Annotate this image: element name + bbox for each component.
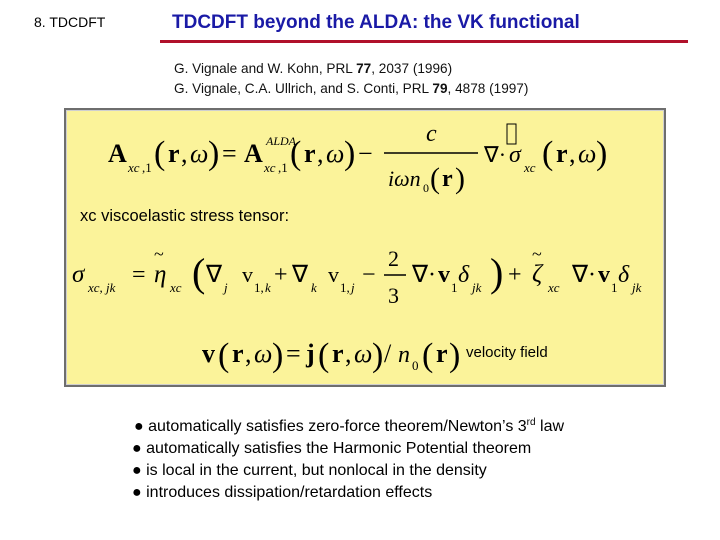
equation-box — [64, 108, 666, 387]
svg-text:∇·: ∇· — [572, 262, 597, 288]
svg-text:∇: ∇ — [292, 262, 309, 288]
equation-stress-tensor — [72, 244, 642, 308]
svg-text:=: = — [286, 339, 301, 368]
svg-text:+: + — [508, 262, 522, 288]
svg-text:ω: ω — [190, 139, 209, 168]
svg-text:xc: xc — [170, 280, 182, 295]
list-item: ● automatically satisfies zero-force theorem/Newton’s 3rd law — [134, 417, 565, 435]
svg-text:r: r — [304, 139, 316, 168]
svg-text:0: 0 — [412, 358, 419, 373]
svg-text:A: A — [108, 139, 127, 168]
list-item: ● is local in the current, but nonlocal in the density — [132, 462, 487, 479]
svg-text:r: r — [436, 339, 448, 368]
svg-text:v: v — [202, 339, 215, 368]
svg-text:δ: δ — [618, 262, 630, 288]
svg-text:(: ( — [218, 337, 230, 374]
svg-text:xc: xc — [264, 160, 276, 175]
svg-text:): ) — [449, 337, 461, 374]
equation-vector-potential — [108, 121, 607, 195]
svg-text:δ: δ — [458, 262, 470, 288]
svg-text:k: k — [265, 280, 271, 295]
svg-text:v: v — [242, 262, 253, 287]
svg-text:+: + — [274, 262, 288, 288]
svg-text:v: v — [438, 262, 450, 288]
svg-text:η: η — [154, 261, 167, 288]
stress-tensor-label: xc viscoelastic stress tensor: — [80, 207, 290, 225]
svg-text:/: / — [384, 339, 392, 368]
svg-text:v: v — [598, 262, 610, 288]
svg-text:iωn: iωn — [388, 166, 421, 191]
svg-text:ω: ω — [354, 339, 373, 368]
svg-text:,: , — [317, 139, 324, 168]
svg-text:j: j — [224, 280, 228, 295]
title-rule — [160, 40, 688, 43]
equations — [66, 110, 664, 385]
svg-text:xc: xc — [548, 280, 560, 295]
svg-text:σ: σ — [72, 261, 85, 288]
svg-text:~: ~ — [532, 244, 542, 264]
svg-text:xc, jk: xc, jk — [88, 280, 116, 295]
svg-text:(: ( — [154, 135, 166, 172]
svg-text:): ) — [596, 135, 608, 172]
reference-1: G. Vignale and W. Kohn, PRL 77, 2037 (1996) — [174, 61, 453, 76]
svg-text:): ) — [208, 135, 220, 172]
svg-text:∇: ∇ — [206, 262, 223, 288]
references — [174, 59, 528, 99]
svg-text:): ) — [455, 162, 465, 195]
svg-text:r: r — [232, 339, 244, 368]
svg-text:3: 3 — [388, 283, 399, 308]
svg-text:(: ( — [192, 250, 206, 295]
svg-text:∇·: ∇· — [412, 262, 437, 288]
svg-text:(: ( — [430, 162, 440, 195]
svg-text:,: , — [569, 139, 576, 168]
svg-text:(: ( — [422, 337, 434, 374]
svg-text:ω: ω — [254, 339, 273, 368]
svg-text:): ) — [272, 337, 284, 374]
svg-text:0: 0 — [423, 181, 429, 195]
svg-text:,1: ,1 — [278, 160, 288, 175]
svg-text:1: 1 — [611, 280, 618, 295]
svg-text:n: n — [398, 342, 410, 368]
svg-text:ω: ω — [326, 139, 345, 168]
reference-2: G. Vignale, C.A. Ullrich, and S. Conti, PRL 79, 4878 (1997) — [174, 81, 529, 96]
svg-text:ω: ω — [578, 139, 597, 168]
svg-text:1,: 1, — [254, 280, 264, 295]
svg-text:r: r — [332, 339, 344, 368]
svg-text:,: , — [345, 339, 352, 368]
slide-title: TDCDFT beyond the ALDA: the VK functional — [172, 12, 580, 33]
svg-text:ALDA: ALDA — [266, 134, 296, 148]
svg-text:r: r — [168, 139, 180, 168]
svg-text:xc: xc — [524, 160, 536, 175]
svg-text:−: − — [358, 139, 373, 168]
list-item: ● introduces dissipation/retardation effects — [132, 484, 433, 501]
svg-text:c: c — [426, 121, 437, 147]
svg-text:): ) — [490, 250, 504, 295]
svg-text:−: − — [362, 262, 376, 288]
svg-text:(: ( — [318, 337, 330, 374]
svg-text:xc: xc — [128, 160, 140, 175]
svg-text:σ: σ — [509, 142, 521, 168]
svg-text:r: r — [556, 139, 568, 168]
svg-text:1: 1 — [451, 280, 458, 295]
svg-text:j: j — [351, 280, 355, 295]
svg-text:k: k — [311, 280, 317, 295]
svg-text:=: = — [132, 262, 146, 288]
svg-text:): ) — [372, 337, 384, 374]
svg-text:v: v — [328, 262, 339, 287]
svg-text:ζ: ζ — [532, 261, 543, 288]
svg-text:(: ( — [542, 135, 554, 172]
svg-text:(: ( — [290, 135, 302, 172]
svg-text:,1: ,1 — [142, 160, 152, 175]
svg-text:A: A — [244, 139, 263, 168]
svg-text:,: , — [245, 339, 252, 368]
equation-velocity-field — [202, 337, 460, 374]
svg-text:j: j — [306, 339, 315, 368]
svg-text:∇·: ∇· — [484, 142, 507, 167]
svg-text:~: ~ — [154, 244, 164, 264]
svg-text:r: r — [442, 166, 453, 192]
svg-text:jk: jk — [472, 280, 482, 295]
svg-text:jk: jk — [632, 280, 642, 295]
velocity-field-label: velocity field — [466, 344, 548, 361]
section-label: 8. TDCDFT — [34, 14, 106, 30]
svg-text:2: 2 — [388, 246, 399, 271]
svg-text:): ) — [344, 135, 356, 172]
svg-text:,: , — [181, 139, 188, 168]
svg-text:1,: 1, — [340, 280, 350, 295]
bullet-list — [134, 412, 564, 504]
list-item: ● automatically satisfies the Harmonic Potential theorem — [132, 440, 532, 457]
svg-text:=: = — [222, 139, 237, 168]
